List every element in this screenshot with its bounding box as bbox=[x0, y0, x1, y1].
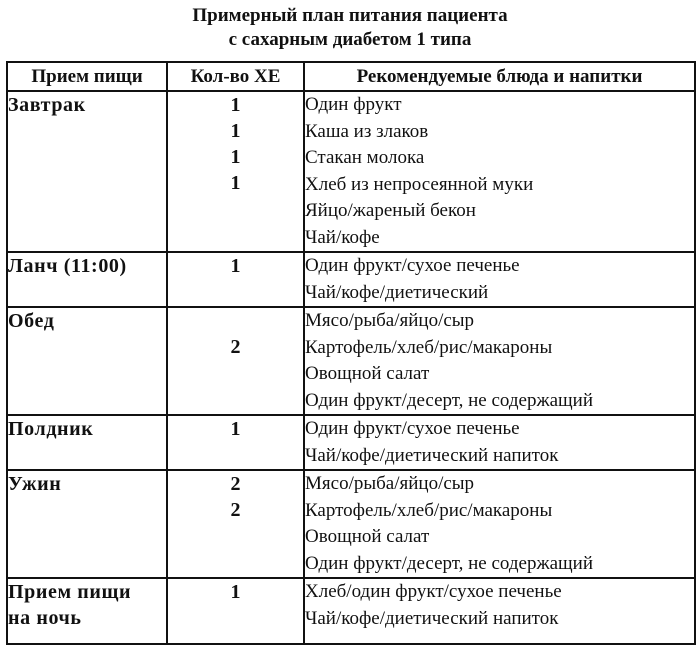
dish-list: Один фрукт/сухое печенье Чай/кофе/диетический напиток bbox=[304, 415, 695, 470]
table-row-lunch bbox=[7, 252, 695, 307]
xe-count: 1 bbox=[167, 252, 304, 307]
dish-list: Мясо/рыба/яйцо/сыр Картофель/хлеб/рис/макароны Овощной салат Один фрукт/десерт, не содержащий bbox=[304, 470, 695, 578]
dish-list: Один фрукт Каша из злаков Стакан молока Хлеб из непросеянной муки Яйцо/жареный бекон Чай/кофе bbox=[304, 91, 695, 252]
meal-name: Прием пищи на ночь bbox=[7, 578, 167, 644]
dish-list: Один фрукт/сухое печенье Чай/кофе/диетический bbox=[304, 252, 695, 307]
title-line-1: Примерный план питания пациента bbox=[192, 5, 508, 26]
dish-list: Хлеб/один фрукт/сухое печенье Чай/кофе/диетический напиток bbox=[304, 578, 695, 644]
meal-name: Ланч (11:00) bbox=[7, 252, 167, 307]
meal-name: Полдник bbox=[7, 415, 167, 470]
header-xe: Кол-во ХЕ bbox=[167, 62, 304, 91]
table-row-supper bbox=[7, 470, 695, 578]
xe-count: 2 bbox=[167, 307, 304, 415]
table-header-row bbox=[7, 62, 695, 91]
xe-count: 1 1 1 1 bbox=[167, 91, 304, 252]
xe-count: 2 2 bbox=[167, 470, 304, 578]
header-dishes: Рекомендуемые блюда и напитки bbox=[304, 62, 695, 91]
document-title bbox=[0, 4, 700, 52]
xe-count: 1 bbox=[167, 578, 304, 644]
meal-plan-table bbox=[6, 61, 696, 645]
meal-name: Обед bbox=[7, 307, 167, 415]
header-meal: Прием пищи bbox=[7, 62, 167, 91]
xe-count: 1 bbox=[167, 415, 304, 470]
table-row-night-meal bbox=[7, 578, 695, 644]
dish-list: Мясо/рыба/яйцо/сыр Картофель/хлеб/рис/макароны Овощной салат Один фрукт/десерт, не содержащий bbox=[304, 307, 695, 415]
table-row-dinner-midday bbox=[7, 307, 695, 415]
meal-name: Завтрак bbox=[7, 91, 167, 252]
table-row-breakfast bbox=[7, 91, 695, 252]
title-line-2: с сахарным диабетом 1 типа bbox=[228, 29, 472, 50]
table-row-afternoon-snack bbox=[7, 415, 695, 470]
meal-name: Ужин bbox=[7, 470, 167, 578]
